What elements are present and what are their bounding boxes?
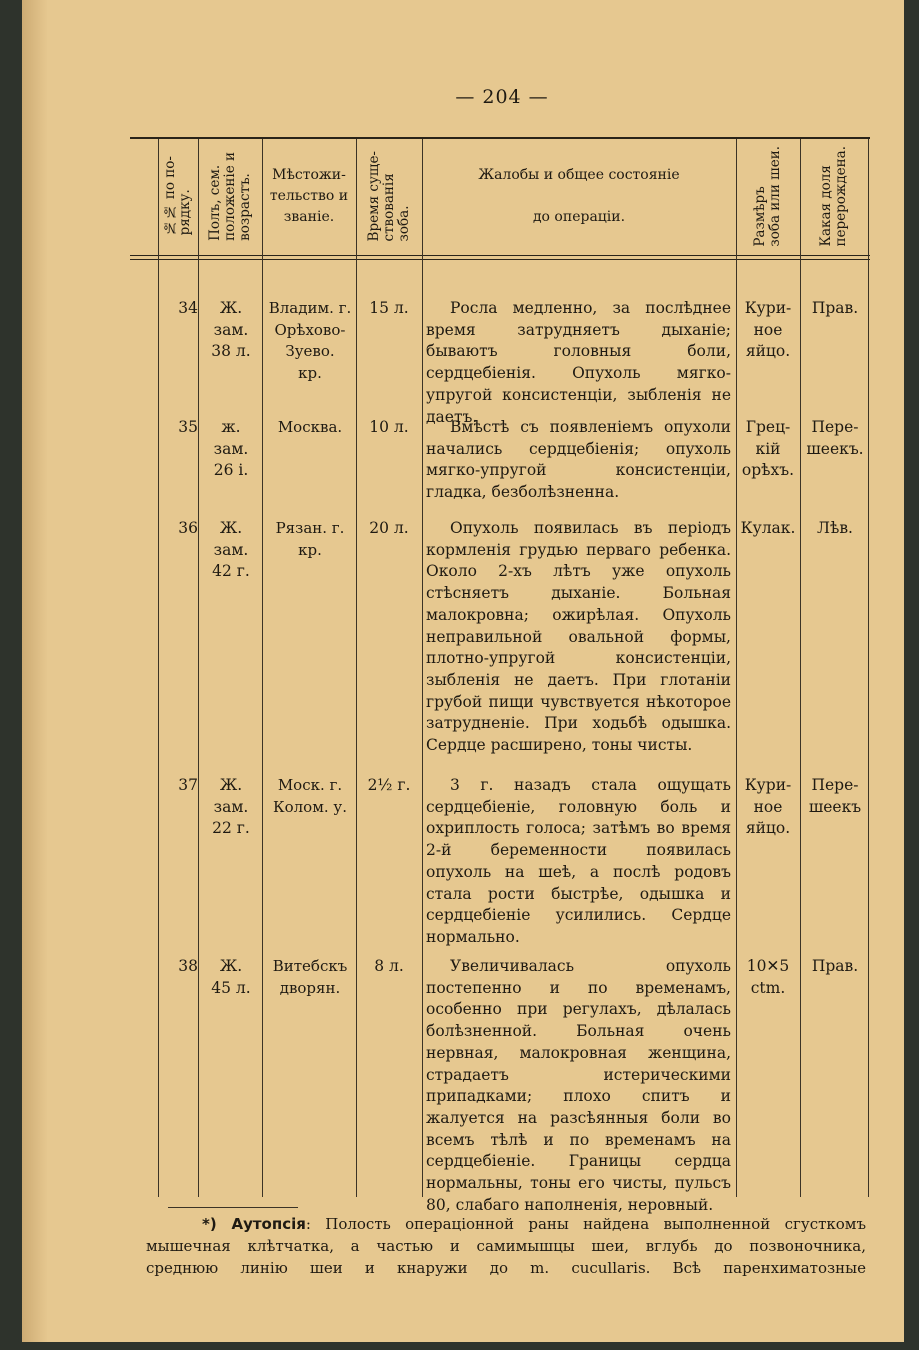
footnote-line-1-text: : Полость операціонной раны найдена выполненной сгусткомъ	[305, 1215, 867, 1233]
header-place: Мѣстожи- тельство и званіе.	[269, 166, 349, 225]
footnote-line-2: мышечная клѣтчатка, а частью и самимышцы шеи, вглубь до позвоночника,	[146, 1237, 866, 1255]
column-rule	[422, 139, 423, 1197]
header-complaints: Жалобы и общее состояніе до операціи.	[478, 166, 680, 225]
row-34-number: 34	[178, 299, 198, 317]
book-page	[22, 0, 904, 1342]
row-36-size: Кулак.	[740, 519, 796, 537]
row-35-lobe: Пере- шеекъ.	[806, 418, 864, 458]
column-rule	[800, 139, 801, 1197]
header-num: №№ по по- рядку.	[162, 156, 193, 236]
row-38-size: 10✕5 ctm.	[746, 957, 790, 997]
row-37-duration: 2½ г.	[367, 776, 411, 794]
row-37-sex-age: Ж. зам. 22 г.	[212, 776, 250, 838]
header-rule-1	[130, 255, 870, 256]
row-35-sex-age: ж. зам. 26 і.	[213, 418, 249, 480]
row-34-size: Кури- ное яйцо.	[744, 299, 792, 361]
case-table	[130, 137, 870, 1214]
row-36-sex-age: Ж. зам. 42 г.	[212, 519, 250, 581]
row-35-number: 35	[178, 418, 198, 436]
row-35-size: Грец- кій орѣхъ.	[741, 418, 795, 480]
row-35-residence: Москва.	[277, 418, 343, 436]
row-37-residence: Моск. г. Колом. у.	[273, 776, 347, 816]
row-34-residence: Владим. г. Орѣхово- Зуево. кр.	[268, 299, 352, 383]
header-sex: Полъ, сем. положеніе и возрастъ.	[206, 151, 253, 241]
row-35-complaints: Вмѣстѣ съ появленіемъ опухоли начались сердцебіенія; опухоль мягко-упругой консистенціи, гладка, безболѣзненна.	[426, 418, 731, 502]
footnote	[146, 1213, 866, 1279]
row-37-number: 37	[178, 776, 198, 794]
row-34-sex-age: Ж. зам. 38 л.	[211, 299, 251, 361]
column-rule	[868, 139, 869, 1197]
row-37-lobe: Пере- шеекъ	[808, 776, 862, 816]
row-38-duration: 8 л.	[374, 957, 404, 975]
header-time: Время суще- ствованія зоба.	[365, 150, 412, 242]
row-36-complaints: Опухоль появилась въ періодъ кормленія грудью перваго ребенка. Около 2-хъ лѣтъ уже опухоль стѣсняетъ дыханіе. Больная малокровна; ожирѣлая. Опухоль неправильной овальной формы, плотно-упругой консистенціи, зыбленія не даетъ. При глотаніи грубой пищи чувствуется нѣкоторое затрудненіе. При ходьбѣ одышка. Сердце расширено, тоны чисты.	[426, 519, 731, 755]
footnote-marker: *) Аутопсія	[202, 1215, 306, 1233]
row-38-lobe: Прав.	[811, 957, 859, 975]
row-38-number: 38	[178, 957, 198, 975]
row-34-complaints: Росла медленно, за послѣднее время затрудняетъ дыханіе; бываютъ головныя боли, сердцебіенія. Опухоль мягко-упругой консистенціи, зыбленія не даетъ.	[426, 299, 731, 426]
row-36-number: 36	[178, 519, 198, 537]
header-rule-2	[130, 259, 870, 260]
header-lobe: Какая доля перерождена.	[818, 145, 849, 247]
footnote-rule	[168, 1207, 298, 1208]
row-34-lobe: Прав.	[811, 299, 859, 317]
row-38-residence: Витебскъ дворян.	[272, 957, 348, 997]
footnote-line-1	[146, 1213, 866, 1235]
header-size: Размѣръ зоба или шеи.	[752, 145, 783, 247]
row-37-size: Кури- ное яйцо.	[744, 776, 792, 838]
page-number: — 204 —	[455, 86, 549, 108]
column-rule	[198, 139, 199, 1197]
row-37-complaints: 3 г. назадъ стала ощущать сердцебіеніе, головную боль и охриплость голоса; затѣмъ во время 2-й беременности появилась опухоль на шеѣ, а послѣ родовъ стала рости быстрѣе, одышка и сердцебіеніе усилились. Сердце нормально.	[426, 776, 731, 946]
row-36-lobe: Лѣв.	[817, 519, 853, 537]
column-rule	[736, 139, 737, 1197]
row-36-duration: 20 л.	[369, 519, 409, 537]
row-38-complaints: Увеличивалась опухоль постепенно и по временамъ, особенно при регулахъ, дѣлалась болѣзненной. Больная очень нервная, малокровная женщина, страдаетъ истерическими припадками; плохо спитъ и жалуется на разсѣянныя боли во всемъ тѣлѣ и по временамъ на сердцебіеніе. Границы сердца нормальны, тоны его чисты, пульсъ 80, слабаго наполненія, неровный.	[426, 957, 731, 1214]
row-35-duration: 10 л.	[369, 418, 409, 436]
footnote-line-3: среднюю линію шеи и кнаружи до m. cucullaris. Всѣ паренхиматозные	[146, 1259, 866, 1277]
row-34-duration: 15 л.	[369, 299, 409, 317]
row-38-sex-age: Ж. 45 л.	[211, 957, 251, 997]
row-36-residence: Рязан. г. кр.	[275, 519, 345, 559]
